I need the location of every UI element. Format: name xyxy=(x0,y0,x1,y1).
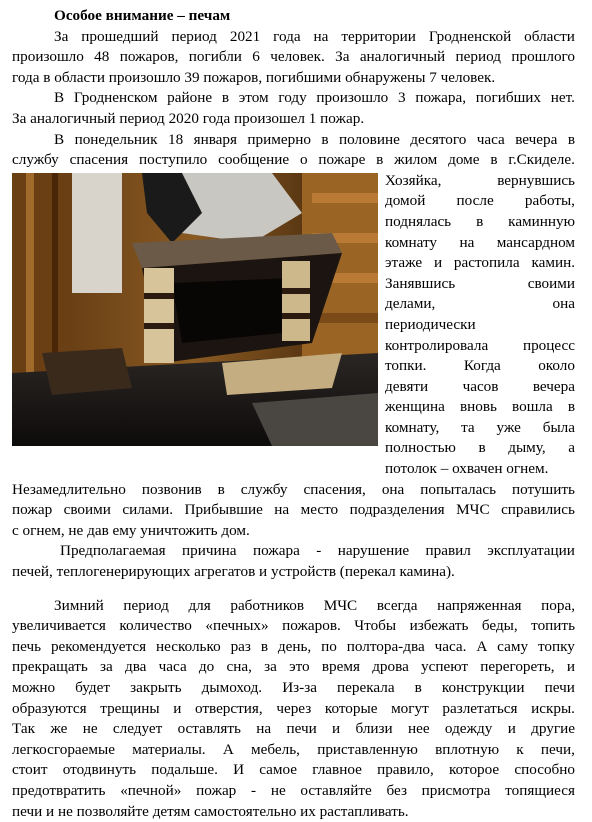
word: самое xyxy=(259,761,298,779)
word: напряженная xyxy=(437,596,522,614)
paragraph-advice xyxy=(12,596,575,822)
word: спасения, xyxy=(303,480,366,498)
paragraph-cause xyxy=(12,541,575,582)
word: топки. xyxy=(385,357,427,375)
word: конструкции xyxy=(441,679,525,696)
word: жилом xyxy=(394,151,438,169)
word: и xyxy=(332,720,341,738)
word: дрова xyxy=(372,658,409,676)
word: делами, xyxy=(385,295,436,313)
word: пора, xyxy=(541,596,575,614)
word: она xyxy=(552,295,575,313)
word: та xyxy=(461,418,475,436)
word: отверстия, xyxy=(194,699,263,717)
word: растопила xyxy=(453,254,520,272)
word: «печных» xyxy=(205,617,269,635)
text-line xyxy=(385,418,575,439)
photo-with-text xyxy=(12,171,575,480)
word: количество xyxy=(119,617,192,635)
word: избежать xyxy=(409,617,469,635)
word: перекала xyxy=(337,679,395,696)
text-line xyxy=(12,596,575,617)
word: нее xyxy=(407,720,430,738)
word: образуются xyxy=(12,699,87,717)
paragraph-statistics-region xyxy=(12,27,575,89)
word: погибли xyxy=(188,48,242,66)
word: и xyxy=(433,254,443,272)
word: году xyxy=(278,89,307,107)
word: отодвинуть xyxy=(62,761,137,779)
word: погибших xyxy=(475,89,541,107)
word: она xyxy=(381,480,405,498)
word: пожара, xyxy=(415,89,467,107)
word: половине xyxy=(338,130,400,148)
word: девяти xyxy=(385,377,429,395)
word: службу xyxy=(240,480,288,498)
word: работников xyxy=(230,596,305,614)
word: Занявшись xyxy=(385,274,456,292)
word: сна, xyxy=(226,658,252,676)
word: стоит xyxy=(12,761,48,779)
word: топку xyxy=(537,637,575,655)
word: в xyxy=(567,398,575,416)
word: Зимний xyxy=(54,596,104,614)
text-line xyxy=(385,459,575,480)
word: на xyxy=(274,501,290,519)
word: 48 xyxy=(94,48,110,66)
paragraph-incident xyxy=(12,130,575,171)
word: позвонив xyxy=(141,480,202,498)
word: искры. xyxy=(531,699,575,717)
word: будет xyxy=(75,679,111,696)
text-line xyxy=(12,678,575,699)
word: дыму, xyxy=(508,439,546,457)
word: около xyxy=(538,357,575,375)
word: увеличивается xyxy=(12,617,106,635)
word: силами. xyxy=(122,501,174,519)
word: попыталась xyxy=(420,480,497,498)
text-line xyxy=(385,356,575,377)
fireplace-photo xyxy=(12,173,378,446)
word: - xyxy=(316,542,322,560)
word: могут xyxy=(391,699,429,717)
word: МЧС xyxy=(323,596,358,614)
text-line xyxy=(12,130,575,151)
word: на xyxy=(256,720,272,738)
word: В xyxy=(54,89,65,107)
word: уже xyxy=(496,418,521,436)
word: правило, xyxy=(377,761,434,779)
word: закрыть xyxy=(130,679,182,696)
word: рекомендуется xyxy=(50,637,147,655)
text-line: За аналогичный период 2020 года произошел 1 пожар. xyxy=(12,109,365,127)
word: не xyxy=(270,781,286,799)
word: области xyxy=(524,27,575,45)
word: Когда xyxy=(463,357,501,375)
word: работы, xyxy=(524,192,575,210)
burnt-fireplace-image xyxy=(12,173,378,446)
word: мебель, xyxy=(251,740,300,758)
word: на xyxy=(313,27,329,45)
word: в xyxy=(476,212,484,230)
word: день, xyxy=(277,637,312,655)
word: нет. xyxy=(550,89,575,107)
word: периодически xyxy=(385,315,476,333)
word: понедельник xyxy=(74,130,158,148)
word: - xyxy=(251,781,257,799)
word: За xyxy=(54,27,69,45)
word: Чтобы xyxy=(354,617,397,635)
word: всегда xyxy=(376,596,418,614)
word: женщина xyxy=(385,398,445,416)
text-line: печей, теплогенерирующих агрегатов и устройств (перекал камина). xyxy=(12,563,455,581)
word: на xyxy=(459,233,475,251)
word: два xyxy=(124,658,147,676)
word: В xyxy=(54,130,65,148)
word: вновь xyxy=(459,398,497,416)
word: мансардном xyxy=(496,233,575,251)
word: несколько xyxy=(155,637,221,655)
word: перегореть, xyxy=(480,658,555,676)
word: беды, xyxy=(481,617,518,635)
word: печь xyxy=(12,637,42,655)
word: Прибывшие xyxy=(184,501,263,519)
word: А xyxy=(222,740,234,758)
word: пожара xyxy=(252,542,300,560)
word: И xyxy=(233,761,245,779)
word: часа xyxy=(476,130,505,148)
word: Так xyxy=(12,720,36,738)
text-line xyxy=(12,47,575,68)
word: оставляйте xyxy=(300,781,372,799)
word: районе xyxy=(167,89,213,107)
word: часа xyxy=(158,658,187,676)
word: саму xyxy=(497,637,529,655)
word: справились xyxy=(501,501,575,519)
text-line xyxy=(385,438,575,459)
word: присмотра xyxy=(421,781,491,799)
text-line xyxy=(12,500,575,521)
word: после xyxy=(456,192,494,210)
word: за xyxy=(264,658,277,676)
word: аналогичный xyxy=(359,48,446,66)
word: до xyxy=(198,658,215,676)
word: правил xyxy=(425,542,471,560)
word: способно xyxy=(514,761,575,779)
word: «печной» xyxy=(120,781,182,799)
word: топить xyxy=(531,617,575,635)
word: человек. xyxy=(270,48,325,66)
word: одежду xyxy=(444,720,493,738)
word: января xyxy=(193,130,237,148)
word: в xyxy=(376,151,384,169)
word: пожаре xyxy=(318,151,366,169)
word: вплотную xyxy=(435,740,500,758)
text-line xyxy=(385,253,575,274)
word: спасения xyxy=(69,151,129,169)
text-line xyxy=(12,150,575,171)
text-line xyxy=(12,27,575,48)
word: сообщение xyxy=(218,151,290,169)
word: этом xyxy=(238,89,269,107)
word: примерно xyxy=(247,130,311,148)
word: вечера xyxy=(515,130,558,148)
word: в xyxy=(478,439,486,457)
word: печи, xyxy=(540,740,575,758)
word: предотвратить xyxy=(12,781,106,799)
word: к xyxy=(516,740,524,758)
word: дымоход. xyxy=(201,679,263,696)
text-line xyxy=(12,616,575,637)
word: материалы. xyxy=(132,740,206,758)
word: пожар xyxy=(12,501,53,519)
word: поступило xyxy=(138,151,208,169)
word: вернувшись xyxy=(497,171,575,189)
word: потолок – охвачен огнем. xyxy=(385,460,549,478)
word: комнату xyxy=(385,233,438,251)
word: этаже xyxy=(385,254,423,272)
text-line xyxy=(12,760,575,781)
word: полностью xyxy=(385,439,456,457)
word: место xyxy=(300,501,339,519)
word: пожар xyxy=(196,781,237,799)
word: это xyxy=(289,658,310,676)
paragraph-gap xyxy=(12,583,575,596)
word: в xyxy=(414,679,422,696)
word: полтора-два xyxy=(346,637,425,655)
text-line xyxy=(385,191,575,212)
text-line xyxy=(12,740,575,761)
word: близи xyxy=(355,720,393,738)
text-line xyxy=(385,397,575,418)
word: время xyxy=(321,658,360,676)
word: период xyxy=(455,48,502,66)
text-line xyxy=(385,315,575,336)
word: прошлого xyxy=(511,48,575,66)
text-line xyxy=(385,212,575,233)
word: которые xyxy=(324,699,378,717)
word: Гродненской xyxy=(428,27,512,45)
word: Незамедлительно xyxy=(12,480,126,498)
word: в xyxy=(221,89,230,107)
word: десятого xyxy=(410,130,467,148)
wrapped-text-column xyxy=(378,171,575,480)
word: службу xyxy=(12,151,59,169)
word: главное xyxy=(312,761,362,779)
word: своими xyxy=(527,274,575,292)
word: через xyxy=(276,699,312,717)
word: часов xyxy=(462,377,499,395)
word: же xyxy=(50,720,68,738)
word: следует xyxy=(112,720,163,738)
word: Предполагаемая xyxy=(60,542,166,560)
word: легкосгораемые xyxy=(12,740,115,758)
text-line xyxy=(12,719,575,740)
word: приставленную xyxy=(317,740,418,758)
word: прекращать xyxy=(12,658,88,676)
word: процесс xyxy=(522,336,575,354)
word: причина xyxy=(182,542,237,560)
word: г.Скиделе. xyxy=(508,151,575,169)
word: произошло xyxy=(316,89,389,107)
word: трещины xyxy=(100,699,160,717)
paragraph-statistics-district xyxy=(12,88,575,129)
word: а xyxy=(568,439,575,457)
word: за xyxy=(100,658,113,676)
word: топящиеся xyxy=(505,781,575,799)
word: каминную xyxy=(508,212,575,230)
word: МЧС xyxy=(456,501,490,519)
word: вечера xyxy=(532,377,575,395)
word: в xyxy=(260,637,268,655)
word: 3 xyxy=(397,89,406,107)
text-line: года в области произошло 39 пожаров, погибшими обнаружены 7 человек. xyxy=(12,68,496,86)
word: которое xyxy=(449,761,500,779)
word: вошла xyxy=(512,398,553,416)
word: Хозяйка, xyxy=(385,171,442,189)
word: в xyxy=(567,130,575,148)
word: печи xyxy=(286,720,317,738)
word: печи xyxy=(544,679,575,696)
text-line xyxy=(385,294,575,315)
word: была xyxy=(542,418,575,436)
word: территории xyxy=(341,27,416,45)
text-line: с огнем, не дав ему уничтожить дом. xyxy=(12,521,250,539)
word: в xyxy=(490,151,498,169)
word: 2021 xyxy=(229,27,261,45)
text-line xyxy=(12,781,575,802)
word: оставлять xyxy=(177,720,241,738)
word: пожаров, xyxy=(119,48,179,66)
word: раз xyxy=(230,637,251,655)
word: период xyxy=(123,596,169,614)
text-line xyxy=(12,480,575,501)
paragraph-incident-continued xyxy=(12,480,575,542)
text-line xyxy=(12,88,575,109)
word: года xyxy=(273,27,301,45)
word: потушить xyxy=(512,480,575,498)
text-line xyxy=(12,637,575,658)
word: о xyxy=(300,151,308,169)
word: пожаров. xyxy=(282,617,341,635)
word: доме xyxy=(448,151,480,169)
word: комнату, xyxy=(385,418,440,436)
word: Из-за xyxy=(282,679,317,696)
word: без xyxy=(386,781,407,799)
word: по xyxy=(321,637,337,655)
word: период xyxy=(171,27,217,45)
word: За xyxy=(335,48,350,66)
text-line xyxy=(12,541,575,562)
word: 18 xyxy=(167,130,184,148)
word: для xyxy=(188,596,211,614)
word: можно xyxy=(12,679,56,696)
word: контролировала xyxy=(385,336,489,354)
word: другие xyxy=(531,720,575,738)
word: в xyxy=(321,130,329,148)
word: успеют xyxy=(421,658,469,676)
word: эксплуатации xyxy=(487,542,575,560)
text-line: печи и не позволяйте детям самостоятельно их растапливать. xyxy=(12,802,409,820)
word: А xyxy=(476,637,488,655)
word: часа. xyxy=(434,637,467,655)
word: и xyxy=(507,720,516,738)
article-title: Особое внимание – печам xyxy=(54,7,231,24)
word: нарушение xyxy=(337,542,410,560)
article xyxy=(12,6,575,822)
word: произошло xyxy=(12,48,84,66)
word: поднялась xyxy=(385,212,452,230)
word: 6 xyxy=(252,48,260,66)
word: прошедший xyxy=(81,27,159,45)
text-line xyxy=(12,657,575,678)
text-line xyxy=(385,336,575,357)
text-line xyxy=(385,377,575,398)
word: разлетаться xyxy=(442,699,518,717)
text-line xyxy=(385,274,575,295)
word: не xyxy=(82,720,98,738)
word: и xyxy=(566,658,575,676)
word: подразделения xyxy=(349,501,445,519)
word: домой xyxy=(385,192,426,210)
text-line xyxy=(385,233,575,254)
word: подальше. xyxy=(151,761,218,779)
word: своими xyxy=(63,501,111,519)
word: в xyxy=(217,480,225,498)
text-line xyxy=(385,171,575,192)
word: Гродненском xyxy=(73,89,158,107)
word: камин. xyxy=(531,254,575,272)
text-line xyxy=(12,699,575,720)
word: и xyxy=(173,699,182,717)
